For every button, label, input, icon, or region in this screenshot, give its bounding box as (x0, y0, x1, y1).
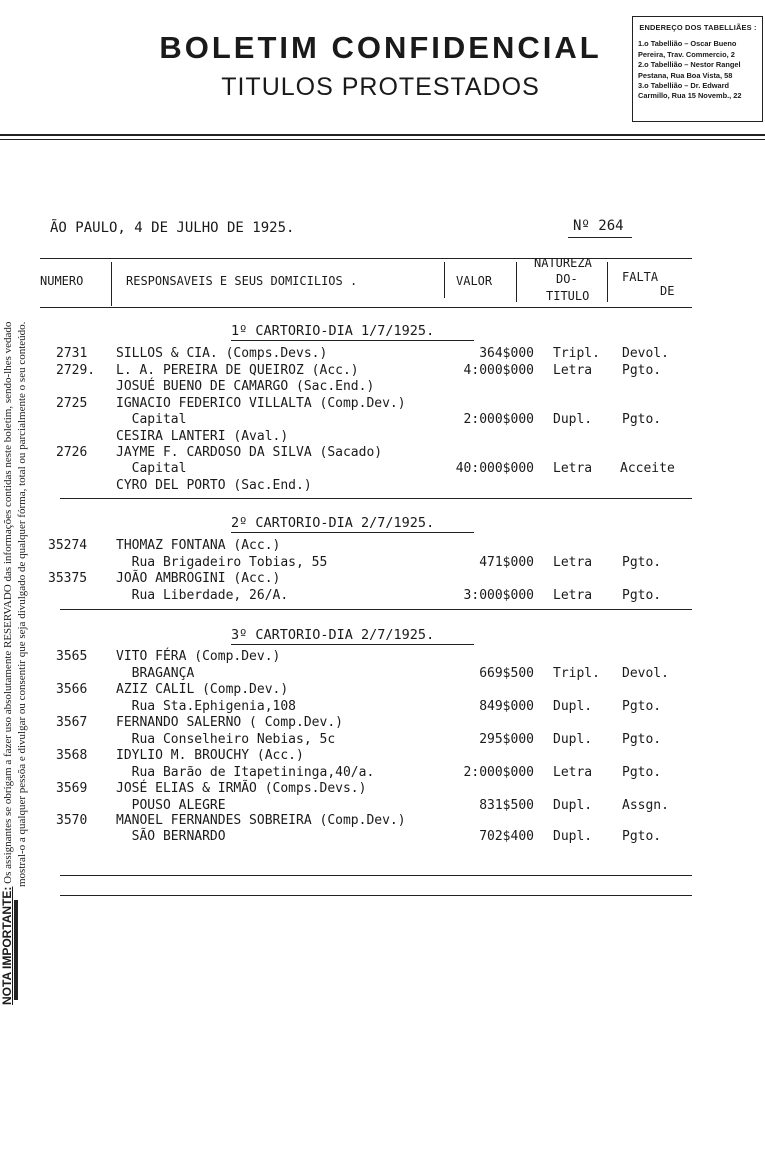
tabeliaes-address-box (632, 16, 763, 122)
row-responsible: SÃO BERNARDO (116, 829, 226, 844)
column-header-natureza-2: DO- (556, 272, 578, 286)
row-falta: Pgto. (622, 555, 662, 570)
row-falta: Pgto. (622, 588, 662, 603)
tabeliaes-line: 3.o Tabellião – Dr. Edward (638, 81, 730, 91)
row-responsible: Rua Conselheiro Nebias, 5c (116, 732, 336, 747)
row-natureza: Letra (553, 588, 593, 603)
tabeliaes-line: 1.o Tabellião – Oscar Bueno (638, 39, 737, 49)
row-natureza: Dupl. (553, 732, 593, 747)
row-falta: Pgto. (622, 765, 662, 780)
row-natureza: Letra (553, 555, 593, 570)
row-responsible: FERNANDO SALERNO ( Comp.Dev.) (116, 715, 343, 730)
row-natureza: Letra (553, 765, 593, 780)
column-divider (607, 262, 608, 302)
tabeliaes-line: Pereira, Trav. Commercio, 2 (638, 49, 735, 59)
row-number: 3569 (56, 781, 88, 796)
column-header-falta-2: DE (660, 284, 675, 298)
row-responsible: POUSO ALEGRE (116, 798, 226, 813)
row-responsible: MANOEL FERNANDES SOBREIRA (Comp.Dev.) (116, 813, 406, 828)
important-note-sidebar (0, 185, 40, 1005)
section-title-underline (231, 340, 474, 341)
column-divider (516, 262, 517, 302)
row-value: 702$400 (479, 829, 534, 844)
row-value: 831$500 (479, 798, 534, 813)
column-header-natureza-3: TITULO (546, 289, 590, 303)
row-responsible: JOSUÉ BUENO DE CAMARGO (Sac.End.) (116, 379, 375, 394)
row-value: 4:000$000 (463, 363, 534, 378)
row-responsible: JOÃO AMBROGINI (Acc.) (116, 571, 281, 586)
row-natureza: Dupl. (553, 798, 593, 813)
row-number: 2729. (56, 363, 96, 378)
row-number: 35375 (48, 571, 88, 586)
row-falta: Acceite (620, 461, 675, 476)
tabeliaes-heading: ENDEREÇO DOS TABELLIÃES : (639, 23, 757, 32)
row-natureza: Tripl. (553, 666, 600, 681)
row-responsible: Rua Sta.Ephigenia,108 (116, 699, 297, 714)
section-title-underline (231, 644, 474, 645)
row-natureza: Letra (553, 363, 593, 378)
row-natureza: Letra (553, 461, 593, 476)
column-header-numero: NUMERO (40, 274, 84, 288)
column-header-top-rule (40, 258, 692, 259)
row-number: 35274 (48, 538, 88, 553)
section-title-cartorio-2: 2º CARTORIO-DIA 2/7/1925. (231, 515, 435, 531)
column-divider (444, 262, 445, 298)
section-title-underline (231, 532, 474, 533)
column-divider (111, 262, 112, 306)
row-responsible: Rua Brigadeiro Tobias, 55 (116, 555, 328, 570)
row-value: 849$000 (479, 699, 534, 714)
important-note-label: NOTA IMPORTANTE: (0, 886, 14, 1005)
masthead-rule-top (0, 134, 765, 136)
row-falta: Pgto. (622, 732, 662, 747)
dateline: ÃO PAULO, 4 DE JULHO DE 1925. (50, 220, 295, 236)
row-natureza: Dupl. (553, 829, 593, 844)
row-value: 669$500 (479, 666, 534, 681)
masthead-rule-bottom (0, 139, 765, 140)
row-falta: Pgto. (622, 829, 662, 844)
row-responsible: AZIZ CALIL (Comp.Dev.) (116, 682, 289, 697)
row-value: 2:000$000 (463, 765, 534, 780)
sidebar-bar (14, 900, 18, 1000)
row-responsible: CESIRA LANTERI (Aval.) (116, 429, 289, 444)
row-natureza: Dupl. (553, 412, 593, 427)
row-natureza: Tripl. (553, 346, 600, 361)
row-responsible: JOSÉ ELIAS & IRMÃO (Comps.Devs.) (116, 781, 367, 796)
row-number: 3570 (56, 813, 88, 828)
tabeliaes-line: Carmillo, Rua 15 Novemb., 22 (638, 91, 742, 101)
row-responsible: Rua Liberdade, 26/A. (116, 588, 289, 603)
row-responsible: Capital (116, 412, 187, 427)
row-responsible: Rua Barão de Itapetininga,40/a. (116, 765, 375, 780)
column-header-falta-1: FALTA (622, 270, 659, 284)
row-responsible: Capital (116, 461, 187, 476)
column-header-responsaveis: RESPONSAVEIS E SEUS DOMICILIOS . (126, 274, 358, 288)
row-number: 3565 (56, 649, 88, 664)
row-value: 2:000$000 (463, 412, 534, 427)
row-number: 2725 (56, 396, 88, 411)
tabeliaes-line: Pestana, Rua Boa Vista, 58 (638, 70, 733, 80)
row-number: 2726 (56, 445, 88, 460)
closing-rule (60, 875, 692, 876)
column-header-valor: VALOR (456, 274, 493, 288)
row-responsible: BRAGANÇA (116, 666, 195, 681)
bulletin-number: Nº 264 (573, 218, 624, 234)
row-responsible: IGNACIO FEDERICO VILLALTA (Comp.Dev.) (116, 396, 406, 411)
important-note-line-1: Os assignantes se obrigam a fazer uso absolutamente RESERVADO das informações contidas neste boletim, sendo-lhes vedado (2, 321, 14, 884)
row-value: 295$000 (479, 732, 534, 747)
row-falta: Pgto. (622, 363, 662, 378)
row-value: 471$000 (479, 555, 534, 570)
row-value: 40:000$000 (455, 461, 534, 476)
row-number: 3567 (56, 715, 88, 730)
row-responsible: SILLOS & CIA. (Comps.Devs.) (116, 346, 328, 361)
section-title-cartorio-1: 1º CARTORIO-DIA 1/7/1925. (231, 323, 435, 339)
row-falta: Assgn. (622, 798, 669, 813)
row-responsible: VITO FÉRA (Comp.Dev.) (116, 649, 281, 664)
bulletin-subtitle: TITULOS PROTESTADOS (221, 73, 540, 101)
closing-rule (60, 895, 692, 896)
row-falta: Devol. (622, 666, 669, 681)
row-number: 3568 (56, 748, 88, 763)
row-number: 2731 (56, 346, 88, 361)
section-title-cartorio-3: 3º CARTORIO-DIA 2/7/1925. (231, 627, 435, 643)
row-value: 364$000 (479, 346, 534, 361)
row-value: 3:000$000 (463, 588, 534, 603)
row-responsible: CYRO DEL PORTO (Sac.End.) (116, 478, 312, 493)
bulletin-title: BOLETIM CONFIDENCIAL (159, 30, 602, 65)
important-note (0, 185, 40, 1005)
row-responsible: THOMAZ FONTANA (Acc.) (116, 538, 281, 553)
tabeliaes-line: 2.o Tabellião – Nestor Rangel (638, 60, 741, 70)
row-number: 3566 (56, 682, 88, 697)
section-separator (60, 609, 692, 610)
row-falta: Pgto. (622, 699, 662, 714)
important-note-line-2: mostral-o a qualquer pessôa e divulgar ou consentir que seja divulgado de qualquer fórma, total ou parcialmente o seu conteúdo. (16, 321, 28, 887)
row-responsible: L. A. PEREIRA DE QUEIROZ (Acc.) (116, 363, 359, 378)
row-falta: Devol. (622, 346, 669, 361)
column-header-natureza-1: NATUREZA (534, 256, 592, 270)
row-falta: Pgto. (622, 412, 662, 427)
row-natureza: Dupl. (553, 699, 593, 714)
row-responsible: JAYME F. CARDOSO DA SILVA (Sacado) (116, 445, 383, 460)
bulletin-number-underline (568, 237, 632, 238)
column-header-bottom-rule (40, 307, 692, 308)
section-separator (60, 498, 692, 499)
row-responsible: IDYLIO M. BROUCHY (Acc.) (116, 748, 304, 763)
